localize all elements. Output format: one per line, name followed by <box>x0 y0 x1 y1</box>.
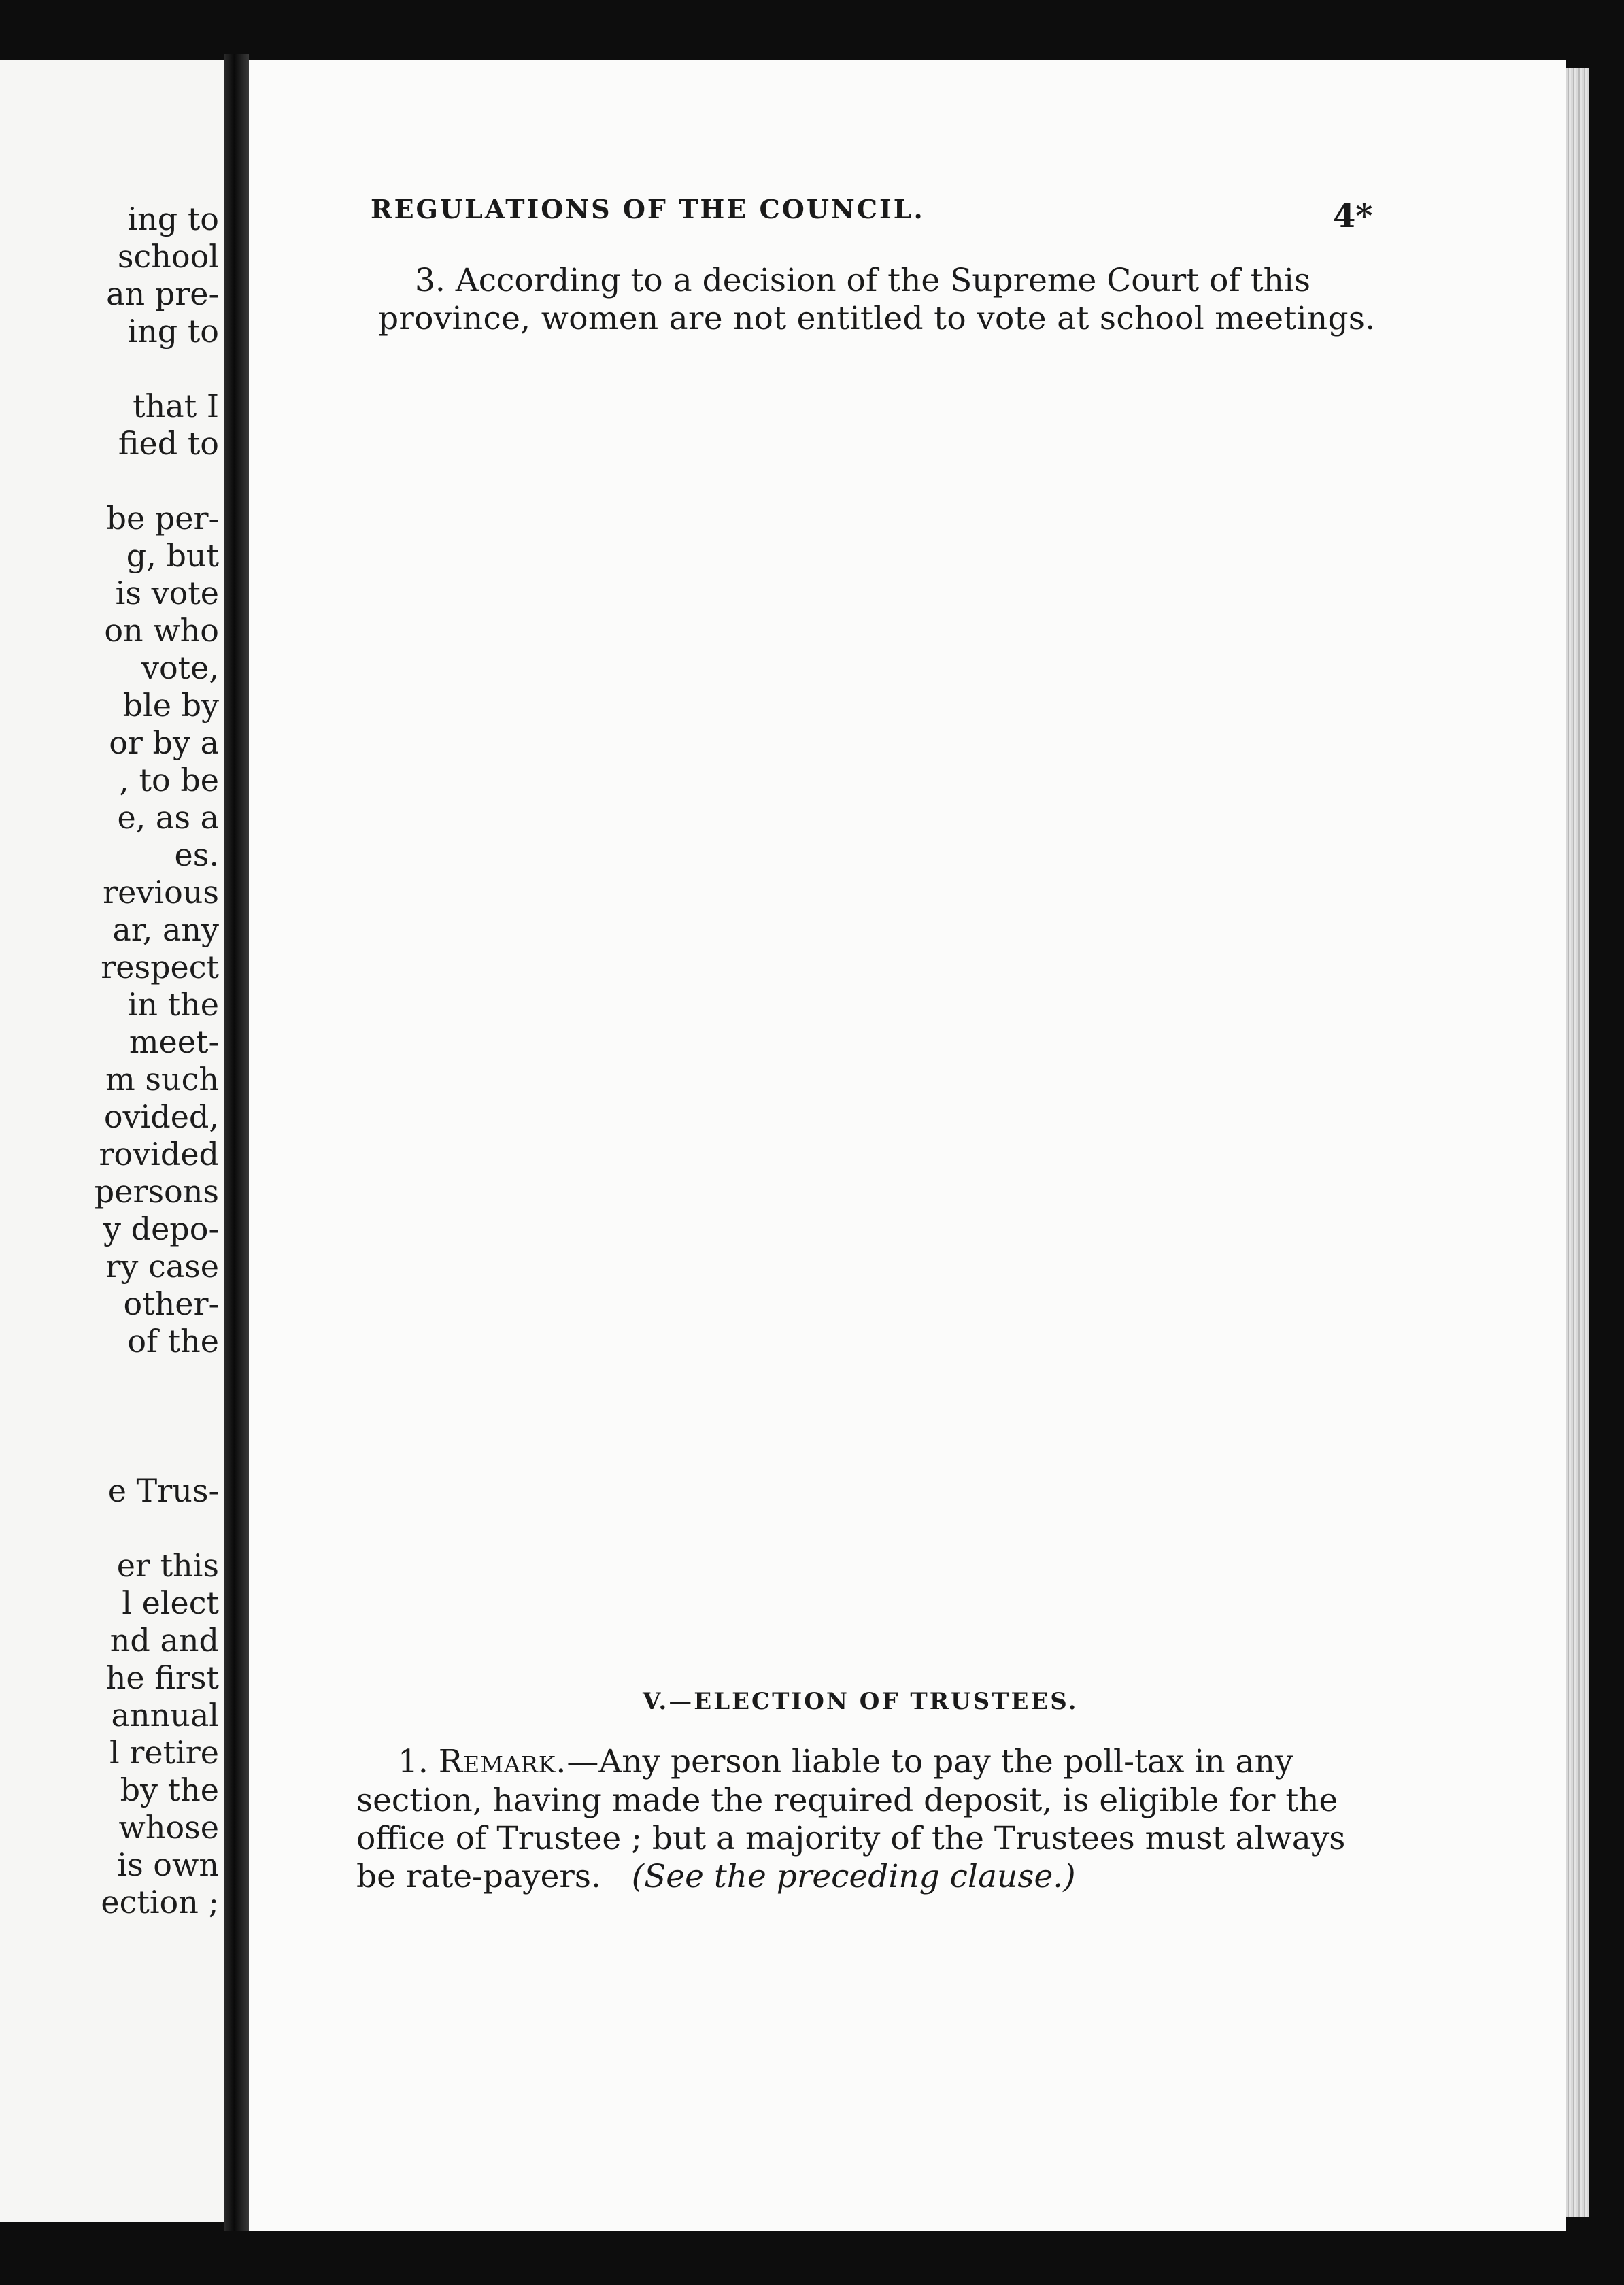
left-page-fragment: annual <box>111 1697 219 1733</box>
left-page-fragment: ing to <box>127 201 219 237</box>
page-edge <box>1566 68 1589 2217</box>
left-page-fragment: revious <box>103 874 219 911</box>
remark-line-4-text: be rate-payers. <box>356 1858 601 1895</box>
left-page-fragment: rovided <box>99 1136 219 1172</box>
left-page-fragment: es. <box>174 836 219 873</box>
left-page-fragment: meet- <box>129 1023 219 1060</box>
remark-line-2: section, having made the required deposit, is eligible for the <box>356 1782 1338 1819</box>
left-page-fragment: that I <box>133 388 219 424</box>
left-page-fragment: school <box>117 238 219 275</box>
remark-line-1 <box>398 1743 1293 1780</box>
remark-number: 1. <box>398 1743 428 1780</box>
left-page-fragment: or by a <box>109 724 219 761</box>
left-page-fragment: ble by <box>122 687 219 724</box>
page-number: 4* <box>1333 197 1373 235</box>
book-gutter <box>224 54 249 2231</box>
remark-line-3: office of Trustee ; but a majority of the Trustees must always <box>356 1820 1346 1857</box>
left-page-fragment: other- <box>123 1285 219 1322</box>
cross-reference: (See the preceding clause.) <box>631 1858 1076 1895</box>
running-head: REGULATIONS OF THE COUNCIL. <box>371 194 925 224</box>
remark-label: Remark. <box>438 1743 567 1780</box>
left-page-fragment: is own <box>117 1846 219 1883</box>
section-heading: V.—ELECTION OF TRUSTEES. <box>643 1688 1079 1715</box>
remark-line-4 <box>356 1858 1076 1895</box>
left-page-fragment: nd and <box>109 1622 219 1659</box>
left-page-fragment: ing to <box>127 313 219 350</box>
left-page-fragment: vote, <box>141 649 219 686</box>
left-page-fragment: ry case <box>105 1248 219 1285</box>
left-page-fragment: ection ; <box>101 1884 219 1920</box>
left-page-fragment: whose <box>118 1809 219 1846</box>
left-page-fragment: er this <box>116 1547 219 1584</box>
left-page-fragment: in the <box>127 986 219 1023</box>
left-page-fragment: , to be <box>119 762 219 798</box>
left-page-fragment: by the <box>120 1772 219 1808</box>
left-page-fragment: g, but <box>126 537 219 574</box>
left-page-fragment: e Trus- <box>107 1472 219 1509</box>
left-page-fragment: an pre- <box>106 275 219 312</box>
left-page-fragment: l retire <box>109 1734 219 1771</box>
left-page-fragment: respect <box>101 949 219 985</box>
right-page <box>249 60 1566 2231</box>
left-page-fragment: on who <box>104 612 219 649</box>
remark-line-1-text: —Any person liable to pay the poll-tax in any <box>566 1743 1293 1780</box>
left-page-fragment: of the <box>127 1323 219 1359</box>
left-page-fragment: y depo- <box>103 1211 219 1247</box>
left-page-fragment: l elect <box>122 1585 219 1621</box>
clause-3-line-2: province, women are not entitled to vote at school meetings. <box>378 300 1376 337</box>
clause-3-line-1: 3. According to a decision of the Supreme Court of this <box>415 262 1311 299</box>
left-page-fragment: he first <box>105 1659 219 1696</box>
left-page-fragment: persons <box>94 1173 219 1210</box>
left-page-fragment: fied to <box>118 425 219 462</box>
left-page-fragment: m such <box>105 1061 219 1098</box>
left-page-fragment: e, as a <box>117 799 219 836</box>
left-page-fragment: is vote <box>115 575 219 611</box>
left-page-fragment: be per- <box>106 500 219 537</box>
left-page-fragment: ovided, <box>103 1098 219 1135</box>
left-page-fragment: ar, any <box>112 911 219 948</box>
left-facing-page <box>0 60 224 2222</box>
